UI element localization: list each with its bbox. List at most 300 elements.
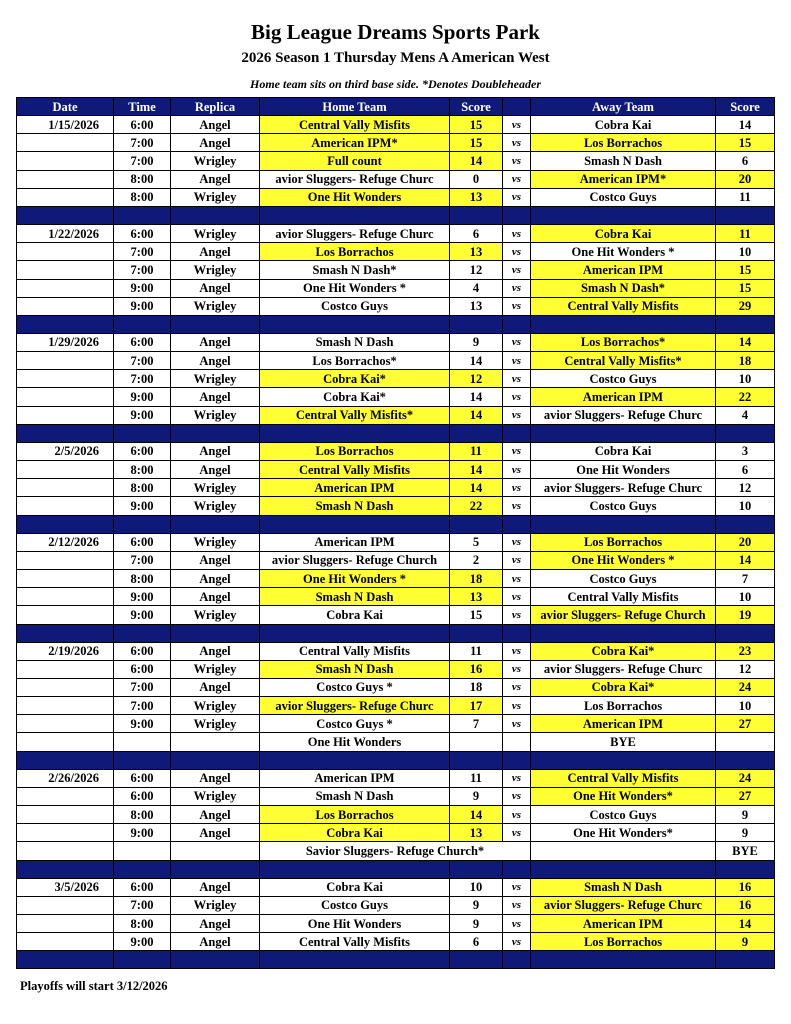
- away-score: 27: [716, 715, 775, 733]
- home-score: 7: [450, 715, 503, 733]
- game-time: 7:00: [114, 551, 171, 569]
- away-score: 15: [716, 279, 775, 297]
- game-row: [17, 551, 775, 569]
- away-team: avior Sluggers- Refuge Churc: [531, 896, 716, 914]
- game-row: [17, 660, 775, 678]
- vs-label: vs: [503, 406, 531, 424]
- separator-cell: [531, 751, 716, 769]
- home-team: One Hit Wonders *: [260, 279, 450, 297]
- away-score: 15: [716, 134, 775, 152]
- game-field: Angel: [171, 769, 260, 787]
- away-team: Los Borrachos: [531, 933, 716, 951]
- week-separator: [17, 624, 775, 642]
- game-row: [17, 697, 775, 715]
- week-separator: [17, 860, 775, 878]
- away-score: 24: [716, 678, 775, 696]
- home-team: Central Vally Misfits*: [260, 406, 450, 424]
- header-row: [17, 98, 775, 116]
- away-score: 14: [716, 116, 775, 134]
- away-team: One Hit Wonders *: [531, 551, 716, 569]
- vs-label: [503, 733, 531, 751]
- playoffs-note: Playoffs will start 3/12/2026: [20, 979, 168, 993]
- game-row: [17, 188, 775, 206]
- game-date: [17, 660, 114, 678]
- game-field: Angel: [171, 333, 260, 351]
- game-time: 6:00: [114, 660, 171, 678]
- separator-cell: [503, 515, 531, 533]
- vs-label: vs: [503, 224, 531, 242]
- home-team: Smash N Dash*: [260, 261, 450, 279]
- away-team: One Hit Wonders*: [531, 824, 716, 842]
- away-team: avior Sluggers- Refuge Churc: [531, 479, 716, 497]
- game-time: 6:00: [114, 878, 171, 896]
- separator-cell: [503, 424, 531, 442]
- separator-cell: [450, 751, 503, 769]
- game-date: [17, 933, 114, 951]
- vs-label: vs: [503, 170, 531, 188]
- home-team: Costco Guys *: [260, 715, 450, 733]
- vs-label: vs: [503, 769, 531, 787]
- game-date: [17, 606, 114, 624]
- vs-label: vs: [503, 896, 531, 914]
- game-date: [17, 352, 114, 370]
- game-time: 6:00: [114, 769, 171, 787]
- game-time: 6:00: [114, 116, 171, 134]
- separator-cell: [450, 315, 503, 333]
- home-score: 9: [450, 896, 503, 914]
- separator-cell: [531, 860, 716, 878]
- away-score: 10: [716, 697, 775, 715]
- col-away-score: Score: [716, 98, 775, 116]
- vs-label: vs: [503, 678, 531, 696]
- game-row: [17, 134, 775, 152]
- away-score: 11: [716, 188, 775, 206]
- vs-label: vs: [503, 116, 531, 134]
- page-subtitle: 2026 Season 1 Thursday Mens A American West: [241, 50, 550, 66]
- game-time: 7:00: [114, 896, 171, 914]
- game-row: [17, 479, 775, 497]
- col-vs: [503, 98, 531, 116]
- game-field: Wrigley: [171, 606, 260, 624]
- away-score: 18: [716, 352, 775, 370]
- separator-cell: [260, 515, 450, 533]
- vs-label: vs: [503, 134, 531, 152]
- game-date: [17, 569, 114, 587]
- game-field: Wrigley: [171, 497, 260, 515]
- col-date: Date: [17, 98, 114, 116]
- game-field: Wrigley: [171, 370, 260, 388]
- home-team: Savior Sluggers- Refuge Church*: [260, 842, 531, 860]
- vs-label: [531, 842, 716, 860]
- separator-cell: [531, 315, 716, 333]
- separator-cell: [503, 624, 531, 642]
- away-score: 20: [716, 533, 775, 551]
- home-team: avior Sluggers- Refuge Churc: [260, 697, 450, 715]
- home-score: 11: [450, 769, 503, 787]
- game-row: [17, 116, 775, 134]
- game-field: Wrigley: [171, 224, 260, 242]
- game-time: 6:00: [114, 442, 171, 460]
- game-date: [17, 279, 114, 297]
- away-team: Cobra Kai: [531, 224, 716, 242]
- game-field: Angel: [171, 569, 260, 587]
- home-team: One Hit Wonders: [260, 914, 450, 932]
- game-field: Wrigley: [171, 697, 260, 715]
- home-score: 14: [450, 479, 503, 497]
- away-score: 29: [716, 297, 775, 315]
- game-time: 8:00: [114, 806, 171, 824]
- away-team: American IPM*: [531, 170, 716, 188]
- away-score: 22: [716, 388, 775, 406]
- home-score: 15: [450, 116, 503, 134]
- separator-cell: [531, 206, 716, 224]
- vs-label: vs: [503, 152, 531, 170]
- game-date: [17, 188, 114, 206]
- game-date: [17, 134, 114, 152]
- away-team: Cobra Kai: [531, 116, 716, 134]
- game-date: [17, 497, 114, 515]
- game-date: [17, 370, 114, 388]
- game-field: Angel: [171, 878, 260, 896]
- game-field: Wrigley: [171, 152, 260, 170]
- game-row: [17, 733, 775, 751]
- home-team: One Hit Wonders *: [260, 569, 450, 587]
- home-team: Costco Guys *: [260, 678, 450, 696]
- away-team: BYE: [531, 733, 716, 751]
- game-time: 8:00: [114, 914, 171, 932]
- vs-label: vs: [503, 188, 531, 206]
- game-time: 9:00: [114, 279, 171, 297]
- away-team: Central Vally Misfits: [531, 588, 716, 606]
- vs-label: vs: [503, 479, 531, 497]
- separator-cell: [503, 951, 531, 969]
- away-score: 20: [716, 170, 775, 188]
- away-team: American IPM: [531, 261, 716, 279]
- game-time: 8:00: [114, 188, 171, 206]
- game-field: Wrigley: [171, 297, 260, 315]
- page-title: Big League Dreams Sports Park: [251, 20, 540, 44]
- game-date: [17, 170, 114, 188]
- game-date: [17, 842, 114, 860]
- game-date: 1/22/2026: [17, 224, 114, 242]
- away-team: American IPM: [531, 388, 716, 406]
- away-score: 12: [716, 479, 775, 497]
- away-team: Central Vally Misfits: [531, 769, 716, 787]
- week-separator: [17, 315, 775, 333]
- vs-label: vs: [503, 914, 531, 932]
- away-team: avior Sluggers- Refuge Churc: [531, 406, 716, 424]
- game-field: Angel: [171, 243, 260, 261]
- separator-cell: [114, 315, 171, 333]
- game-time: 7:00: [114, 261, 171, 279]
- vs-label: vs: [503, 642, 531, 660]
- away-score: 16: [716, 896, 775, 914]
- game-field: Wrigley: [171, 787, 260, 805]
- game-field: Angel: [171, 116, 260, 134]
- home-team: Cobra Kai: [260, 606, 450, 624]
- separator-cell: [260, 860, 450, 878]
- vs-label: vs: [503, 569, 531, 587]
- game-field: [171, 842, 260, 860]
- home-score: 6: [450, 224, 503, 242]
- separator-cell: [716, 751, 775, 769]
- game-field: Wrigley: [171, 406, 260, 424]
- home-team: American IPM*: [260, 134, 450, 152]
- home-team: avior Sluggers- Refuge Church: [260, 551, 450, 569]
- away-score: 10: [716, 243, 775, 261]
- game-field: Angel: [171, 642, 260, 660]
- game-date: 2/19/2026: [17, 642, 114, 660]
- game-row: [17, 715, 775, 733]
- game-date: [17, 461, 114, 479]
- game-date: 2/26/2026: [17, 769, 114, 787]
- home-score: 14: [450, 352, 503, 370]
- home-team: One Hit Wonders: [260, 733, 450, 751]
- vs-label: vs: [503, 878, 531, 896]
- home-score: 18: [450, 678, 503, 696]
- game-row: [17, 769, 775, 787]
- home-team: Los Borrachos: [260, 806, 450, 824]
- home-score: 6: [450, 933, 503, 951]
- separator-cell: [17, 424, 114, 442]
- game-row: [17, 224, 775, 242]
- game-field: Angel: [171, 279, 260, 297]
- vs-label: vs: [503, 787, 531, 805]
- separator-cell: [260, 424, 450, 442]
- separator-cell: [114, 951, 171, 969]
- game-field: Wrigley: [171, 896, 260, 914]
- separator-cell: [716, 860, 775, 878]
- week-separator: [17, 951, 775, 969]
- away-team: Los Borrachos: [531, 697, 716, 715]
- home-score: 13: [450, 243, 503, 261]
- game-field: Angel: [171, 442, 260, 460]
- separator-cell: [531, 424, 716, 442]
- separator-cell: [450, 951, 503, 969]
- game-date: [17, 914, 114, 932]
- game-field: Angel: [171, 933, 260, 951]
- game-field: Wrigley: [171, 715, 260, 733]
- game-time: 9:00: [114, 406, 171, 424]
- away-score: 15: [716, 261, 775, 279]
- vs-label: vs: [503, 461, 531, 479]
- separator-cell: [260, 624, 450, 642]
- separator-cell: [260, 751, 450, 769]
- vs-label: vs: [503, 388, 531, 406]
- game-row: [17, 406, 775, 424]
- home-score: 18: [450, 569, 503, 587]
- away-team: Costco Guys: [531, 188, 716, 206]
- home-team: avior Sluggers- Refuge Churc: [260, 224, 450, 242]
- game-date: [17, 806, 114, 824]
- home-team: Central Vally Misfits: [260, 933, 450, 951]
- game-date: [17, 678, 114, 696]
- game-time: 6:00: [114, 787, 171, 805]
- separator-cell: [171, 951, 260, 969]
- game-row: [17, 352, 775, 370]
- game-row: [17, 842, 775, 860]
- separator-cell: [17, 751, 114, 769]
- home-score: [450, 733, 503, 751]
- vs-label: vs: [503, 279, 531, 297]
- home-team: Cobra Kai: [260, 824, 450, 842]
- schedule-body: [17, 116, 775, 969]
- game-field: Angel: [171, 824, 260, 842]
- schedule-note: Home team sits on third base side. *Denotes Doubleheader: [250, 77, 541, 91]
- vs-label: vs: [503, 606, 531, 624]
- separator-cell: [114, 860, 171, 878]
- away-score: 12: [716, 660, 775, 678]
- away-team: Costco Guys: [531, 569, 716, 587]
- game-row: [17, 588, 775, 606]
- home-team: Cobra Kai*: [260, 370, 450, 388]
- game-time: 8:00: [114, 461, 171, 479]
- game-date: [17, 297, 114, 315]
- separator-cell: [17, 206, 114, 224]
- home-score: 5: [450, 533, 503, 551]
- home-score: 13: [450, 824, 503, 842]
- game-field: Wrigley: [171, 533, 260, 551]
- home-score: 0: [450, 170, 503, 188]
- game-field: Angel: [171, 806, 260, 824]
- away-score: 6: [716, 461, 775, 479]
- game-time: 8:00: [114, 569, 171, 587]
- away-score: 24: [716, 769, 775, 787]
- game-date: 2/5/2026: [17, 442, 114, 460]
- home-score: 10: [450, 878, 503, 896]
- separator-cell: [716, 951, 775, 969]
- separator-cell: [503, 315, 531, 333]
- game-row: [17, 806, 775, 824]
- separator-cell: [171, 624, 260, 642]
- away-score: 10: [716, 588, 775, 606]
- away-score: 9: [716, 824, 775, 842]
- game-time: 7:00: [114, 243, 171, 261]
- game-row: [17, 914, 775, 932]
- home-team: Smash N Dash: [260, 588, 450, 606]
- game-date: [17, 388, 114, 406]
- vs-label: vs: [503, 660, 531, 678]
- col-replica: Replica: [171, 98, 260, 116]
- away-team: avior Sluggers- Refuge Churc: [531, 660, 716, 678]
- game-time: 7:00: [114, 134, 171, 152]
- separator-cell: [531, 515, 716, 533]
- separator-cell: [531, 951, 716, 969]
- home-score: 2: [450, 551, 503, 569]
- game-row: [17, 533, 775, 551]
- game-time: 9:00: [114, 606, 171, 624]
- home-team: Full count: [260, 152, 450, 170]
- game-row: [17, 896, 775, 914]
- separator-cell: [171, 206, 260, 224]
- away-team: Central Vally Misfits*: [531, 352, 716, 370]
- separator-cell: [503, 860, 531, 878]
- vs-label: vs: [503, 806, 531, 824]
- separator-cell: [17, 624, 114, 642]
- separator-cell: [260, 951, 450, 969]
- separator-cell: [716, 315, 775, 333]
- game-time: [114, 842, 171, 860]
- away-team: Cobra Kai: [531, 442, 716, 460]
- home-score: 15: [450, 134, 503, 152]
- home-score: 14: [450, 806, 503, 824]
- separator-cell: [17, 515, 114, 533]
- game-row: [17, 152, 775, 170]
- home-score: 9: [450, 787, 503, 805]
- home-score: 14: [450, 152, 503, 170]
- game-time: 9:00: [114, 297, 171, 315]
- game-date: [17, 551, 114, 569]
- home-team: One Hit Wonders: [260, 188, 450, 206]
- game-row: [17, 388, 775, 406]
- game-date: [17, 261, 114, 279]
- home-team: Smash N Dash: [260, 497, 450, 515]
- home-score: 15: [450, 606, 503, 624]
- game-date: [17, 588, 114, 606]
- vs-label: vs: [503, 261, 531, 279]
- game-date: [17, 697, 114, 715]
- game-time: 7:00: [114, 697, 171, 715]
- home-team: Costco Guys: [260, 297, 450, 315]
- game-field: Angel: [171, 170, 260, 188]
- separator-cell: [114, 624, 171, 642]
- away-team: Costco Guys: [531, 806, 716, 824]
- vs-label: vs: [503, 333, 531, 351]
- home-score: 9: [450, 914, 503, 932]
- away-team: One Hit Wonders*: [531, 787, 716, 805]
- separator-cell: [171, 424, 260, 442]
- separator-cell: [503, 751, 531, 769]
- game-time: 6:00: [114, 533, 171, 551]
- separator-cell: [531, 624, 716, 642]
- game-time: 7:00: [114, 370, 171, 388]
- separator-cell: [171, 315, 260, 333]
- away-team: Cobra Kai*: [531, 642, 716, 660]
- home-team: avior Sluggers- Refuge Churc: [260, 170, 450, 188]
- game-field: Angel: [171, 461, 260, 479]
- game-row: [17, 678, 775, 696]
- home-team: Central Vally Misfits: [260, 116, 450, 134]
- vs-label: vs: [503, 551, 531, 569]
- home-score: 13: [450, 588, 503, 606]
- separator-cell: [171, 751, 260, 769]
- home-team: American IPM: [260, 533, 450, 551]
- game-date: [17, 715, 114, 733]
- home-team: American IPM: [260, 479, 450, 497]
- home-score: 13: [450, 188, 503, 206]
- col-home-score: Score: [450, 98, 503, 116]
- vs-label: vs: [503, 697, 531, 715]
- game-row: [17, 642, 775, 660]
- separator-cell: [716, 424, 775, 442]
- game-time: 6:00: [114, 224, 171, 242]
- vs-label: vs: [503, 933, 531, 951]
- game-row: [17, 569, 775, 587]
- game-date: 2/12/2026: [17, 533, 114, 551]
- away-team: BYE: [716, 842, 775, 860]
- col-time: Time: [114, 98, 171, 116]
- separator-cell: [17, 315, 114, 333]
- home-team: Smash N Dash: [260, 787, 450, 805]
- game-time: 7:00: [114, 152, 171, 170]
- away-team: Costco Guys: [531, 370, 716, 388]
- vs-label: vs: [503, 370, 531, 388]
- game-date: 1/29/2026: [17, 333, 114, 351]
- away-score: 10: [716, 370, 775, 388]
- home-score: 11: [450, 442, 503, 460]
- game-row: [17, 170, 775, 188]
- home-score: 13: [450, 297, 503, 315]
